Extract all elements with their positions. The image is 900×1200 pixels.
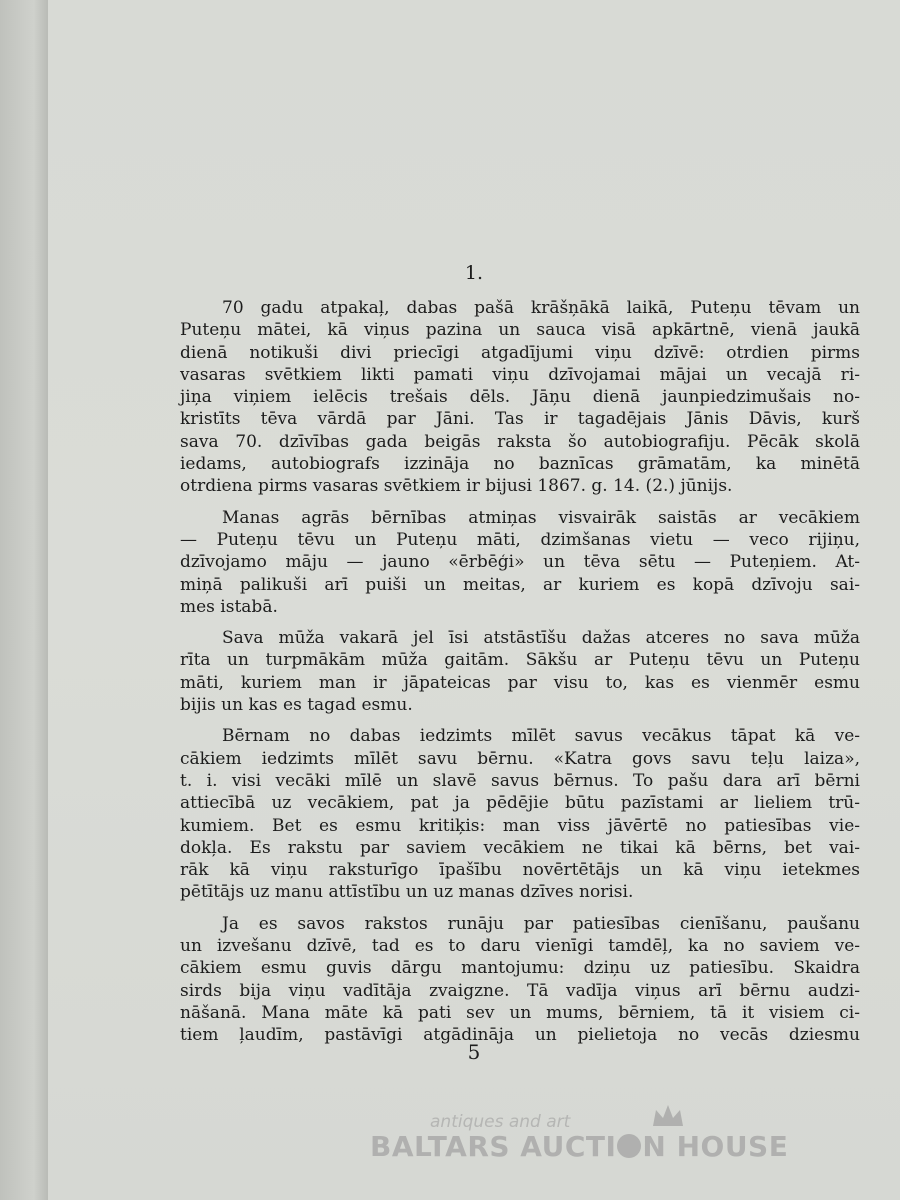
text-line: Manas agrās bērnības atmiņas visvairāk saistās ar vecākiem bbox=[222, 507, 860, 528]
text-line: rāk kā viņu raksturīgo īpašību novērtētājs un kā viņu ietekmes bbox=[180, 860, 860, 881]
watermark-o-icon bbox=[617, 1134, 641, 1158]
text-line: cākiem iedzimts mīlēt savu bērnu. «Katra govs savu teļu laiza», bbox=[180, 748, 860, 769]
text-line: bijis un kas es tagad esmu. bbox=[180, 695, 413, 716]
watermark-logo bbox=[370, 1130, 788, 1163]
paragraph bbox=[180, 913, 860, 1047]
body-text bbox=[180, 297, 860, 1056]
watermark-subtitle: antiques and art bbox=[430, 1112, 571, 1132]
text-line: iedams, autobiografs izzināja no baznīcas grāmatām, ka minētā bbox=[180, 454, 860, 475]
text-line: vasaras svētkiem likti pamati viņu dzīvojamai mājai un vecajā ri- bbox=[180, 364, 860, 385]
facing-page-edge bbox=[0, 0, 49, 1200]
chapter-number: 1. bbox=[464, 262, 484, 284]
text-line: un izvešanu dzīvē, tad es to daru vienīgi tamdēļ, ka no saviem ve- bbox=[180, 936, 860, 957]
text-line: mes istabā. bbox=[180, 596, 278, 617]
watermark-name: BALTARS AUCTI bbox=[370, 1130, 617, 1163]
text-line: nāšanā. Mana māte kā pati sev un mums, bērniem, tā it visiem ci- bbox=[180, 1002, 860, 1023]
text-line: 70 gadu atpakaļ, dabas pašā krāšņākā laikā, Puteņu tēvam un bbox=[222, 298, 860, 318]
text-line: cākiem esmu guvis dārgu mantojumu: dziņu uz patiesību. Skaidra bbox=[180, 958, 860, 979]
text-line: dzīvojamo māju — jauno «ērbēģi» un tēva sētu — Puteņiem. At- bbox=[180, 552, 860, 573]
paragraph bbox=[180, 627, 860, 716]
paragraph bbox=[180, 725, 860, 903]
text-line: sava 70. dzīvības gada beigās raksta šo autobiografiju. Pēcāk skolā bbox=[180, 431, 860, 452]
text-line: kristīts tēva vārdā par Jāni. Tas ir tagadējais Jānis Dāvis, kurš bbox=[180, 409, 860, 430]
text-line: — Puteņu tēvu un Puteņu māti, dzimšanas vietu — veco rijiņu, bbox=[180, 529, 860, 550]
text-line: jiņa viņiem ielēcis trešais dēls. Jāņu dienā jaunpiedzimušais no- bbox=[180, 387, 860, 408]
book-page bbox=[48, 0, 900, 1200]
text-line: t. i. visi vecāki mīlē un slavē savus bērnus. To pašu dara arī bērni bbox=[180, 770, 860, 791]
text-line: otrdiena pirms vasaras svētkiem ir bijusi 1867. g. 14. (2.) jūnijs. bbox=[180, 476, 733, 497]
text-line: Ja es savos rakstos runāju par patiesības cienīšanu, paušanu bbox=[222, 913, 860, 934]
text-line: rīta un turpmākām mūža gaitām. Sākšu ar Puteņu tēvu un Puteņu bbox=[180, 650, 860, 671]
text-line: miņā palikuši arī puiši un meitas, ar kuriem es kopā dzīvoju sai- bbox=[180, 574, 860, 595]
paragraph bbox=[180, 507, 860, 618]
text-line: Bērnam no dabas iedzimts mīlēt savus vecākus tāpat kā ve- bbox=[222, 726, 860, 747]
crown-icon bbox=[650, 1102, 686, 1130]
text-line: dienā notikuši divi priecīgi atgadījumi viņu dzīvē: otrdien pirms bbox=[180, 342, 860, 363]
paragraph bbox=[180, 297, 860, 498]
text-line: māti, kuriem man ir jāpateicas par visu to, kas es vienmēr esmu bbox=[180, 672, 860, 693]
text-line: attiecībā uz vecākiem, pat ja pēdējie būtu pazīstami ar lieliem trū- bbox=[180, 793, 860, 814]
watermark-name-end: N HOUSE bbox=[642, 1130, 789, 1163]
text-line: tiem ļaudīm, pastāvīgi atgādināja un pielietoja no vecās dziesmu bbox=[180, 1025, 860, 1046]
text-line: kumiem. Bet es esmu kritiķis: man viss jāvērtē no patiesības vie- bbox=[180, 815, 860, 836]
text-line: Puteņu mātei, kā viņus pazina un sauca visā apkārtnē, vienā jaukā bbox=[180, 320, 860, 341]
text-line: pētītājs uz manu attīstību un uz manas dzīves norisi. bbox=[180, 882, 634, 903]
text-line: dokļa. Es rakstu par saviem vecākiem ne tikai kā bērns, bet vai- bbox=[180, 837, 860, 858]
text-line: Sava mūža vakarā jel īsi atstāstīšu dažas atceres no sava mūža bbox=[222, 628, 860, 649]
page-number: 5 bbox=[467, 1040, 481, 1064]
text-line: sirds bija viņu vadītāja zvaigzne. Tā vadīja viņus arī bērnu audzi- bbox=[180, 980, 860, 1001]
